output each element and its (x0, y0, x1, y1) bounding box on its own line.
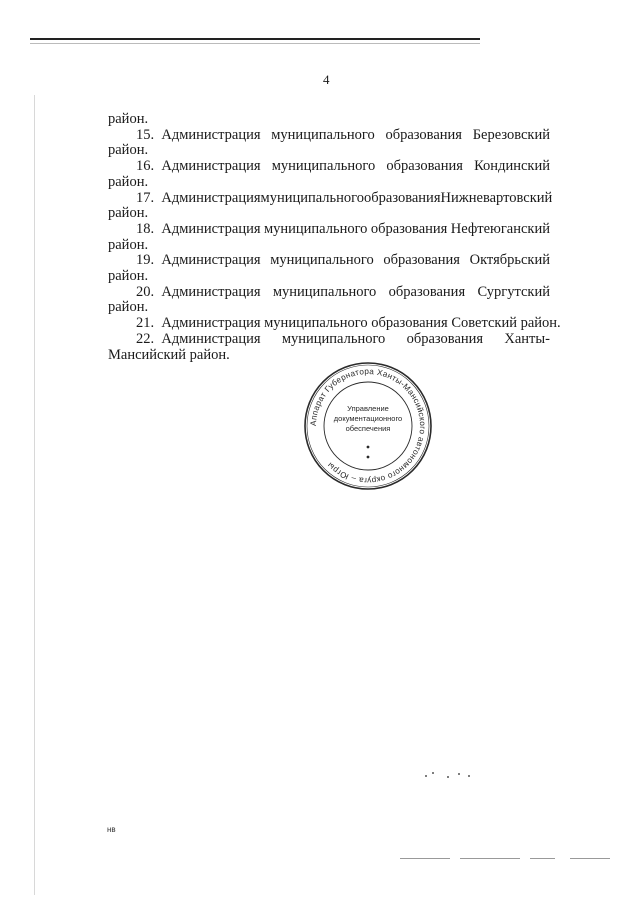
stamp-center-line-1: Управление (347, 404, 389, 413)
list-item-18: 18. Администрация муниципального образования Нефтеюганский (136, 220, 550, 237)
scan-speck (425, 775, 427, 777)
scan-left-edge (34, 95, 35, 895)
list-item-19-tail: район. (108, 268, 149, 285)
page-number: 4 (323, 72, 330, 87)
footer-initials: нв (107, 825, 116, 834)
official-round-stamp (303, 361, 433, 491)
scan-speck (468, 775, 470, 777)
scan-bottom-dash (570, 858, 610, 859)
list-item-22: 22. Администрация муниципального образования Ханты- (136, 330, 550, 347)
scan-speck (458, 773, 460, 775)
stamp-center-line-3: обеспечения (345, 424, 391, 433)
scan-bottom-dash (460, 858, 520, 859)
list-item-16: 16. Администрация муниципального образования Кондинский (136, 158, 550, 175)
scan-speck (432, 772, 434, 774)
list-item-16-tail: район. (108, 173, 149, 190)
list-item-21: 21. Администрация муниципального образования Советский район. (136, 315, 561, 332)
scan-bottom-dash (400, 858, 450, 859)
scan-top-rule-faint (30, 43, 480, 44)
stamp-dot-icon (367, 456, 370, 459)
document-body (108, 111, 561, 363)
list-item-15-tail: район. (108, 142, 149, 159)
stamp-outer-text: Аппарат Губернатора Ханты-Мансийского автономного округа – Югры (308, 366, 428, 486)
scan-top-rule (30, 38, 480, 40)
list-item-20-tail: район. (108, 299, 149, 316)
list-item-15: 15. Администрация муниципального образования Березовский (136, 126, 550, 143)
continuation-line: район. (108, 111, 149, 127)
stamp-dot-icon (367, 446, 370, 449)
list-item-17-tail: район. (108, 205, 149, 222)
list-item-18-tail: район. (108, 236, 149, 253)
list-item-20: 20. Администрация муниципального образования Сургутский (136, 283, 550, 300)
stamp-center-line-2: документационного (333, 414, 403, 423)
scan-bottom-dash (530, 858, 555, 859)
list-item-19: 19. Администрация муниципального образования Октябрьский (136, 252, 550, 269)
list-item-22-tail: Мансийский район. (108, 346, 230, 363)
scan-speck (447, 776, 449, 778)
list-item-17: 17. Администрация муниципального образования Нижневартовский (136, 189, 553, 206)
